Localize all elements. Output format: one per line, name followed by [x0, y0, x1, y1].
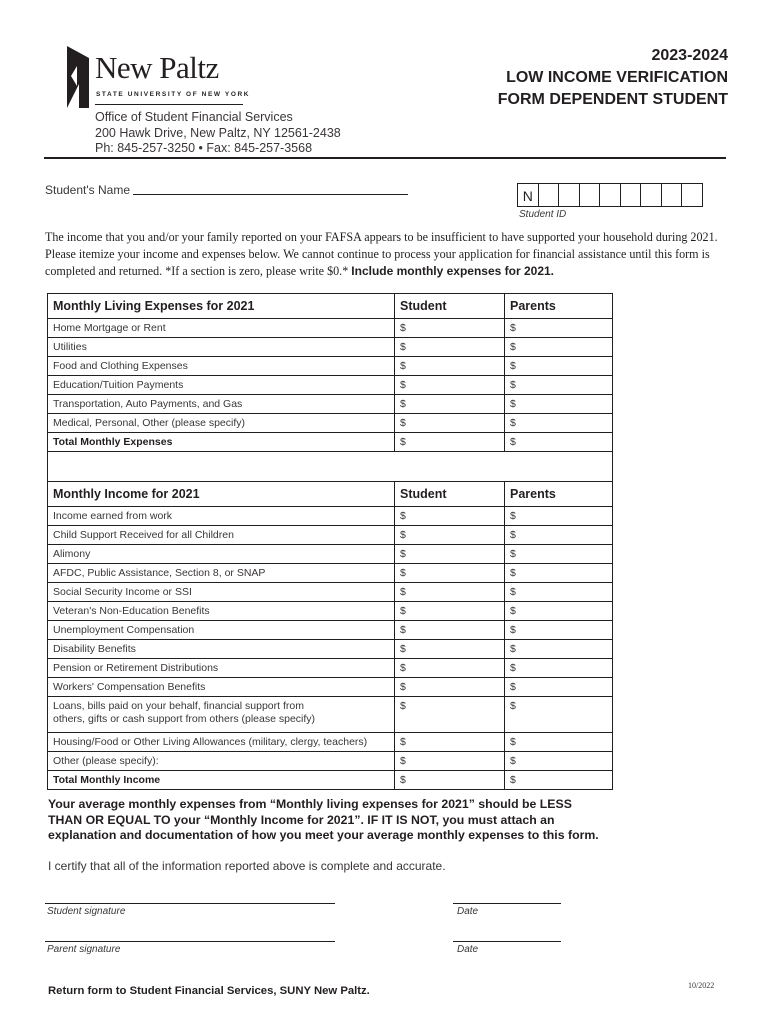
row-label: Transportation, Auto Payments, and Gas [48, 395, 395, 414]
row-label: Total Monthly Income [48, 771, 395, 790]
table-row [48, 564, 613, 583]
student-id-label: Student ID [519, 209, 567, 220]
row-label: Education/Tuition Payments [48, 376, 395, 395]
parents-total-field[interactable]: $ [505, 433, 613, 452]
student-amount-field[interactable]: $ [395, 507, 505, 526]
student-id-digit-box[interactable] [579, 183, 601, 207]
intro-text: The income that you and/or your family reported on your FAFSA appears to be insufficient to have supported your household during 2021. Please itemize your income and expenses below. We cannot continue to process your application for financial assistance until this form is completed and returned. *If a section is zero, please write $0.* [45, 230, 718, 278]
parents-amount-field[interactable]: $ [505, 357, 613, 376]
student-id-digit-box[interactable] [599, 183, 621, 207]
student-amount-field[interactable]: $ [395, 414, 505, 433]
table-row [48, 733, 613, 752]
student-amount-field[interactable]: $ [395, 395, 505, 414]
warning-line: THAN OR EQUAL TO your “Monthly Income for 2021”. IF IT IS NOT, you must attach an [48, 812, 555, 827]
student-id-digit-box[interactable] [620, 183, 642, 207]
table-row [48, 545, 613, 564]
student-amount-field[interactable]: $ [395, 583, 505, 602]
table-row [48, 357, 613, 376]
parents-amount-field[interactable]: $ [505, 583, 613, 602]
student-signature-label: Student signature [47, 906, 126, 917]
student-date-label: Date [457, 906, 479, 917]
total-row [48, 771, 613, 790]
logo-rule [95, 104, 243, 105]
col-student: Student [395, 294, 505, 319]
row-label: Total Monthly Expenses [48, 433, 395, 452]
intro-paragraph [45, 229, 733, 280]
parents-amount-field[interactable]: $ [505, 678, 613, 697]
title-line: FORM DEPENDENT STUDENT [497, 91, 728, 108]
table-row [48, 752, 613, 771]
parents-amount-field[interactable]: $ [505, 752, 613, 771]
col-parents: Parents [505, 482, 613, 507]
student-amount-field[interactable]: $ [395, 545, 505, 564]
table-spacer [47, 448, 613, 482]
parents-amount-field[interactable]: $ [505, 414, 613, 433]
warning-line: Your average monthly expenses from “Monthly living expenses for 2021” should be LESS [48, 797, 572, 811]
parents-amount-field[interactable]: $ [505, 507, 613, 526]
office-line: Office of Student Financial Services [95, 110, 293, 124]
title-year: 2023-2024 [651, 47, 728, 64]
header-divider [44, 157, 726, 159]
parents-amount-field[interactable]: $ [505, 621, 613, 640]
student-signature-field[interactable] [45, 903, 335, 904]
office-line: Ph: 845-257-3250 • Fax: 845-257-3568 [95, 141, 313, 155]
student-amount-field[interactable]: $ [395, 640, 505, 659]
income-heading: Monthly Income for 2021 [48, 482, 395, 507]
parents-amount-field[interactable]: $ [505, 602, 613, 621]
student-amount-field[interactable]: $ [395, 526, 505, 545]
parents-total-field[interactable]: $ [505, 771, 613, 790]
row-label: Utilities [48, 338, 395, 357]
row-label: Alimony [48, 545, 395, 564]
table-row [48, 414, 613, 433]
row-label [48, 697, 395, 733]
student-amount-field[interactable]: $ [395, 733, 505, 752]
student-id-digit-box[interactable] [640, 183, 662, 207]
student-id-field[interactable] [517, 183, 702, 207]
parents-amount-field[interactable]: $ [505, 395, 613, 414]
table-row [48, 602, 613, 621]
parent-signature-field[interactable] [45, 941, 335, 942]
title-line: LOW INCOME VERIFICATION [506, 69, 728, 86]
row-label: AFDC, Public Assistance, Section 8, or SNAP [48, 564, 395, 583]
row-label: Social Security Income or SSI [48, 583, 395, 602]
parents-amount-field[interactable]: $ [505, 319, 613, 338]
row-label: Home Mortgage or Rent [48, 319, 395, 338]
student-id-digit-box[interactable] [538, 183, 560, 207]
row-label: Food and Clothing Expenses [48, 357, 395, 376]
table-row [48, 640, 613, 659]
parents-amount-field[interactable]: $ [505, 545, 613, 564]
row-label: Child Support Received for all Children [48, 526, 395, 545]
student-amount-field[interactable]: $ [395, 338, 505, 357]
student-amount-field[interactable]: $ [395, 376, 505, 395]
student-name-label: Student's Name [45, 183, 131, 197]
parent-signature-label: Parent signature [47, 944, 121, 955]
student-amount-field[interactable]: $ [395, 752, 505, 771]
parents-amount-field[interactable]: $ [505, 733, 613, 752]
table-row [48, 526, 613, 545]
row-label: Medical, Personal, Other (please specify) [48, 414, 395, 433]
parent-date-field[interactable] [453, 941, 561, 942]
student-id-digit-box[interactable] [681, 183, 703, 207]
table-row [48, 678, 613, 697]
table-row [48, 583, 613, 602]
parents-amount-field[interactable]: $ [505, 640, 613, 659]
row-label: Pension or Retirement Distributions [48, 659, 395, 678]
expense-warning [48, 797, 728, 844]
student-amount-field[interactable]: $ [395, 678, 505, 697]
row-label: Unemployment Compensation [48, 621, 395, 640]
intro-bold-text: Include monthly expenses for 2021. [351, 264, 555, 278]
office-line: 200 Hawk Drive, New Paltz, NY 12561-2438 [95, 125, 341, 140]
student-total-field[interactable]: $ [395, 771, 505, 790]
table-row [48, 621, 613, 640]
form-title [498, 45, 728, 111]
office-address [95, 110, 341, 157]
certification-statement: I certify that all of the information reported above is complete and accurate. [48, 859, 446, 873]
parents-amount-field[interactable]: $ [505, 376, 613, 395]
student-total-field[interactable]: $ [395, 433, 505, 452]
table-row [48, 338, 613, 357]
parents-amount-field[interactable]: $ [505, 338, 613, 357]
row-label: Workers' Compensation Benefits [48, 678, 395, 697]
table-row [48, 659, 613, 678]
form-revision-date: 10/2022 [688, 981, 715, 990]
student-amount-field[interactable]: $ [395, 564, 505, 583]
table-row [48, 395, 613, 414]
col-parents: Parents [505, 294, 613, 319]
logo-name: New Paltz [95, 50, 219, 85]
student-date-field[interactable] [453, 903, 561, 904]
student-amount-field[interactable]: $ [395, 602, 505, 621]
parents-amount-field[interactable]: $ [505, 564, 613, 583]
row-label-line: others, gifts or cash support from others (please specify) [53, 713, 316, 725]
student-id-digit-box[interactable] [558, 183, 580, 207]
row-label: Other (please specify): [48, 752, 395, 771]
row-label: Disability Benefits [48, 640, 395, 659]
table-row [48, 507, 613, 526]
student-amount-field[interactable]: $ [395, 621, 505, 640]
return-instructions: Return form to Student Financial Services, SUNY New Paltz. [48, 985, 370, 997]
row-label: Income earned from work [48, 507, 395, 526]
student-amount-field[interactable]: $ [395, 357, 505, 376]
student-amount-field[interactable]: $ [395, 659, 505, 678]
student-id-digit-box[interactable] [661, 183, 683, 207]
student-amount-field[interactable]: $ [395, 697, 505, 733]
student-amount-field[interactable]: $ [395, 319, 505, 338]
income-table [47, 481, 613, 790]
table-header-row [48, 294, 613, 319]
student-name-field[interactable] [133, 194, 408, 195]
expenses-heading: Monthly Living Expenses for 2021 [48, 294, 395, 319]
row-label: Veteran's Non-Education Benefits [48, 602, 395, 621]
student-id-prefix: N [517, 183, 539, 207]
new-paltz-logo-icon [67, 46, 89, 108]
parent-date-label: Date [457, 944, 479, 955]
table-header-row [48, 482, 613, 507]
table-row [48, 697, 613, 733]
parents-amount-field[interactable]: $ [505, 526, 613, 545]
warning-line: explanation and documentation of how you meet your average monthly expenses to this form. [48, 828, 599, 842]
row-label: Housing/Food or Other Living Allowances (military, clergy, teachers) [48, 733, 395, 752]
parents-amount-field[interactable]: $ [505, 659, 613, 678]
row-label-line: Loans, bills paid on your behalf, financial support from [53, 700, 304, 712]
parents-amount-field[interactable]: $ [505, 697, 613, 733]
logo-subtitle: STATE UNIVERSITY OF NEW YORK [96, 91, 251, 98]
table-row [48, 319, 613, 338]
expenses-table [47, 293, 613, 452]
table-row [48, 376, 613, 395]
col-student: Student [395, 482, 505, 507]
